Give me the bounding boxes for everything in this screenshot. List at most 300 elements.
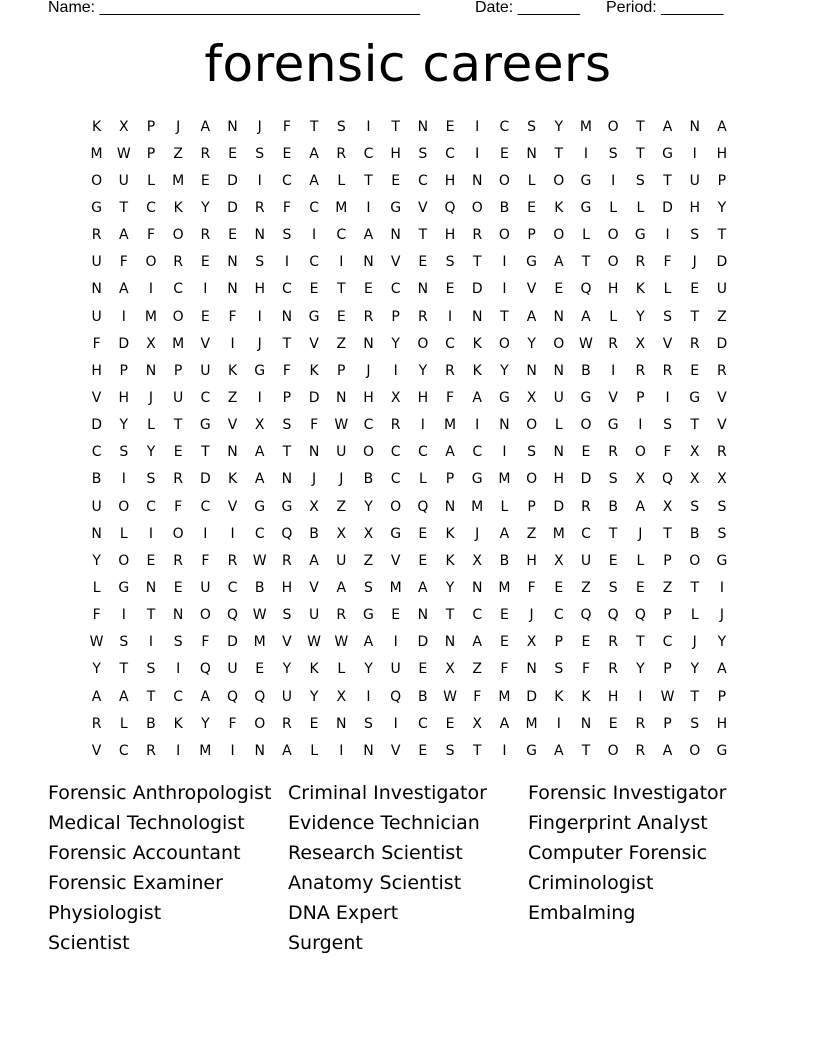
grid-letter[interactable]: F bbox=[174, 498, 183, 515]
grid-letter[interactable]: A bbox=[118, 227, 129, 244]
grid-letter[interactable]: R bbox=[608, 444, 619, 461]
grid-letter[interactable]: E bbox=[309, 715, 319, 732]
grid-letter[interactable]: N bbox=[471, 579, 483, 596]
grid-letter[interactable]: U bbox=[281, 688, 293, 705]
grid-letter[interactable]: E bbox=[391, 172, 401, 189]
grid-letter[interactable]: T bbox=[554, 145, 564, 162]
grid-letter[interactable]: K bbox=[581, 688, 591, 705]
grid-letter[interactable]: N bbox=[471, 308, 483, 325]
grid-letter[interactable]: U bbox=[118, 172, 129, 189]
grid-letter[interactable]: N bbox=[689, 118, 700, 135]
grid-letter[interactable]: R bbox=[173, 254, 184, 271]
grid-letter[interactable]: N bbox=[553, 444, 565, 461]
grid-letter[interactable]: G bbox=[308, 308, 320, 325]
grid-letter[interactable]: I bbox=[502, 444, 507, 461]
grid-letter[interactable]: X bbox=[526, 389, 537, 406]
grid-letter[interactable]: X bbox=[118, 118, 129, 135]
grid-letter[interactable]: N bbox=[145, 362, 157, 379]
grid-letter[interactable]: G bbox=[580, 172, 592, 189]
grid-letter[interactable]: I bbox=[447, 308, 453, 325]
grid-letter[interactable]: O bbox=[498, 172, 510, 189]
grid-letter[interactable]: I bbox=[366, 118, 371, 135]
grid-letter[interactable]: R bbox=[200, 145, 211, 162]
grid-letter[interactable]: C bbox=[146, 199, 156, 216]
grid-letter[interactable]: D bbox=[91, 417, 102, 434]
grid-letter[interactable]: K bbox=[92, 118, 102, 135]
grid-letter[interactable]: K bbox=[227, 362, 238, 379]
grid-letter[interactable]: H bbox=[716, 145, 728, 162]
grid-letter[interactable]: I bbox=[284, 254, 289, 271]
grid-letter[interactable]: F bbox=[228, 715, 237, 732]
grid-letter[interactable]: A bbox=[662, 742, 673, 759]
grid-letter[interactable]: G bbox=[471, 471, 483, 488]
grid-letter[interactable]: I bbox=[611, 172, 616, 189]
grid-letter[interactable]: F bbox=[473, 688, 482, 705]
grid-letter[interactable]: Q bbox=[607, 607, 619, 624]
grid-letter[interactable]: C bbox=[309, 199, 319, 216]
grid-letter[interactable]: B bbox=[689, 525, 700, 542]
grid-letter[interactable]: Z bbox=[581, 579, 591, 596]
grid-letter[interactable]: G bbox=[390, 199, 402, 216]
grid-letter[interactable]: V bbox=[717, 417, 727, 434]
grid-letter[interactable]: U bbox=[91, 254, 102, 271]
grid-letter[interactable]: N bbox=[91, 281, 102, 298]
grid-letter[interactable]: C bbox=[390, 471, 401, 488]
grid-letter[interactable]: O bbox=[145, 254, 157, 271]
grid-letter[interactable]: U bbox=[336, 444, 347, 461]
date-field[interactable]: Date: _______ bbox=[475, 0, 580, 16]
grid-letter[interactable]: V bbox=[717, 389, 727, 406]
grid-letter[interactable]: J bbox=[176, 118, 181, 135]
grid-letter[interactable]: F bbox=[282, 199, 291, 216]
grid-letter[interactable]: Y bbox=[527, 335, 536, 352]
grid-letter[interactable]: G bbox=[526, 742, 538, 759]
grid-letter[interactable]: Y bbox=[636, 661, 645, 678]
grid-letter[interactable]: T bbox=[690, 417, 699, 434]
grid-letter[interactable]: N bbox=[363, 742, 374, 759]
grid-letter[interactable]: G bbox=[580, 389, 592, 406]
grid-letter[interactable]: N bbox=[254, 227, 265, 244]
grid-letter[interactable]: E bbox=[690, 362, 700, 379]
grid-letter[interactable]: H bbox=[526, 552, 537, 569]
grid-letter[interactable]: V bbox=[390, 552, 401, 569]
grid-letter[interactable]: E bbox=[418, 254, 428, 271]
grid-letter[interactable]: R bbox=[363, 308, 374, 325]
grid-letter[interactable]: I bbox=[176, 661, 181, 678]
grid-letter[interactable]: K bbox=[173, 199, 183, 216]
grid-letter[interactable]: S bbox=[282, 227, 292, 244]
grid-letter[interactable]: C bbox=[200, 498, 211, 515]
grid-letter[interactable]: P bbox=[663, 607, 672, 624]
grid-letter[interactable]: N bbox=[499, 417, 510, 434]
grid-letter[interactable]: Q bbox=[390, 688, 402, 705]
grid-letter[interactable]: N bbox=[281, 471, 293, 488]
grid-letter[interactable]: I bbox=[176, 742, 181, 759]
grid-letter[interactable]: C bbox=[499, 118, 510, 135]
grid-letter[interactable]: K bbox=[472, 362, 482, 379]
grid-letter[interactable]: D bbox=[580, 471, 592, 488]
grid-letter[interactable]: I bbox=[257, 308, 262, 325]
grid-letter[interactable]: G bbox=[91, 199, 103, 216]
grid-letter[interactable]: D bbox=[417, 634, 429, 651]
grid-letter[interactable]: Z bbox=[717, 308, 727, 325]
grid-letter[interactable]: X bbox=[472, 552, 483, 569]
grid-letter[interactable]: T bbox=[282, 335, 292, 352]
grid-letter[interactable]: Q bbox=[417, 498, 429, 515]
grid-letter[interactable]: M bbox=[471, 498, 484, 515]
grid-letter[interactable]: A bbox=[499, 715, 510, 732]
grid-letter[interactable]: U bbox=[227, 661, 238, 678]
grid-letter[interactable]: M bbox=[253, 634, 266, 651]
grid-letter[interactable]: E bbox=[445, 118, 455, 135]
grid-letter[interactable]: N bbox=[145, 579, 157, 596]
grid-letter[interactable]: C bbox=[336, 227, 347, 244]
grid-letter[interactable]: L bbox=[554, 417, 563, 434]
grid-letter[interactable]: O bbox=[118, 552, 130, 569]
grid-letter[interactable]: P bbox=[445, 471, 455, 488]
grid-letter[interactable]: E bbox=[418, 552, 428, 569]
grid-letter[interactable]: N bbox=[227, 444, 238, 461]
grid-letter[interactable]: I bbox=[257, 172, 262, 189]
grid-letter[interactable]: M bbox=[498, 471, 511, 488]
grid-letter[interactable]: M bbox=[199, 742, 212, 759]
grid-letter[interactable]: V bbox=[282, 634, 292, 651]
grid-letter[interactable]: S bbox=[364, 715, 373, 732]
grid-letter[interactable]: F bbox=[201, 634, 210, 651]
grid-letter[interactable]: W bbox=[116, 145, 131, 162]
grid-letter[interactable]: S bbox=[527, 118, 537, 135]
grid-letter[interactable]: I bbox=[583, 145, 589, 162]
grid-letter[interactable]: S bbox=[717, 525, 727, 542]
grid-letter[interactable]: F bbox=[663, 254, 672, 271]
grid-letter[interactable]: U bbox=[689, 172, 700, 189]
grid-letter[interactable]: R bbox=[417, 308, 428, 325]
grid-letter[interactable]: A bbox=[363, 227, 374, 244]
grid-letter[interactable]: M bbox=[172, 172, 185, 189]
grid-letter[interactable]: Y bbox=[391, 335, 400, 352]
grid-letter[interactable]: S bbox=[146, 471, 156, 488]
grid-letter[interactable]: S bbox=[717, 498, 727, 515]
grid-letter[interactable]: I bbox=[475, 118, 480, 135]
grid-letter[interactable]: P bbox=[146, 118, 156, 135]
grid-letter[interactable]: R bbox=[689, 335, 700, 352]
grid-letter[interactable]: I bbox=[203, 281, 208, 298]
grid-letter[interactable]: O bbox=[526, 471, 538, 488]
grid-letter[interactable]: N bbox=[227, 118, 238, 135]
grid-letter[interactable]: Z bbox=[472, 661, 483, 678]
grid-letter[interactable]: S bbox=[635, 172, 645, 189]
grid-letter[interactable]: I bbox=[257, 389, 262, 406]
grid-letter[interactable]: E bbox=[228, 145, 237, 162]
grid-letter[interactable]: E bbox=[499, 634, 509, 651]
grid-letter[interactable]: W bbox=[443, 688, 457, 705]
grid-letter[interactable]: L bbox=[147, 172, 155, 189]
grid-letter[interactable]: G bbox=[607, 417, 619, 434]
grid-letter[interactable]: N bbox=[553, 308, 565, 325]
grid-letter[interactable]: J bbox=[312, 471, 317, 488]
grid-letter[interactable]: P bbox=[173, 362, 183, 379]
grid-letter[interactable]: D bbox=[716, 335, 728, 352]
grid-letter[interactable]: I bbox=[393, 715, 398, 732]
grid-letter[interactable]: H bbox=[363, 389, 374, 406]
grid-letter[interactable]: I bbox=[121, 471, 126, 488]
grid-letter[interactable]: T bbox=[663, 172, 672, 189]
grid-letter[interactable]: R bbox=[635, 362, 646, 379]
grid-letter[interactable]: W bbox=[660, 688, 675, 705]
grid-letter[interactable]: I bbox=[366, 688, 371, 705]
grid-letter[interactable]: G bbox=[716, 742, 728, 759]
grid-letter[interactable]: N bbox=[580, 715, 592, 732]
grid-letter[interactable]: T bbox=[364, 172, 373, 189]
grid-letter[interactable]: Y bbox=[309, 688, 319, 705]
grid-letter[interactable]: E bbox=[690, 281, 700, 298]
grid-letter[interactable]: S bbox=[445, 742, 455, 759]
grid-letter[interactable]: H bbox=[607, 281, 619, 298]
grid-letter[interactable]: X bbox=[526, 634, 537, 651]
grid-letter[interactable]: I bbox=[638, 688, 643, 705]
grid-letter[interactable]: Z bbox=[363, 552, 374, 569]
grid-letter[interactable]: L bbox=[690, 607, 699, 624]
grid-letter[interactable]: O bbox=[553, 172, 565, 189]
grid-letter[interactable]: F bbox=[500, 661, 509, 678]
grid-letter[interactable]: E bbox=[173, 579, 183, 596]
grid-letter[interactable]: V bbox=[227, 417, 238, 434]
grid-letter[interactable]: T bbox=[581, 254, 591, 271]
grid-letter[interactable]: J bbox=[339, 471, 344, 488]
grid-letter[interactable]: I bbox=[312, 227, 317, 244]
grid-letter[interactable]: P bbox=[146, 145, 156, 162]
grid-letter[interactable]: E bbox=[336, 308, 346, 325]
grid-letter[interactable]: W bbox=[89, 634, 104, 651]
grid-letter[interactable]: X bbox=[254, 417, 265, 434]
grid-letter[interactable]: I bbox=[556, 715, 561, 732]
grid-letter[interactable]: K bbox=[173, 715, 183, 732]
grid-letter[interactable]: Z bbox=[526, 525, 537, 542]
grid-letter[interactable]: N bbox=[363, 335, 374, 352]
grid-letter[interactable]: L bbox=[92, 579, 101, 596]
grid-letter[interactable]: B bbox=[499, 199, 510, 216]
grid-letter[interactable]: D bbox=[118, 335, 130, 352]
grid-letter[interactable]: X bbox=[445, 661, 455, 678]
grid-letter[interactable]: K bbox=[309, 661, 319, 678]
name-field[interactable]: Name: ____________________________________ bbox=[48, 0, 420, 16]
grid-letter[interactable]: B bbox=[146, 715, 156, 732]
grid-letter[interactable]: R bbox=[717, 444, 727, 461]
grid-letter[interactable]: I bbox=[230, 742, 235, 759]
grid-letter[interactable]: T bbox=[472, 742, 482, 759]
grid-letter[interactable]: T bbox=[581, 742, 591, 759]
grid-letter[interactable]: Y bbox=[554, 118, 564, 135]
grid-letter[interactable]: R bbox=[173, 552, 184, 569]
grid-letter[interactable]: V bbox=[526, 281, 537, 298]
grid-letter[interactable]: C bbox=[472, 607, 483, 624]
grid-letter[interactable]: T bbox=[337, 281, 346, 298]
grid-letter[interactable]: O bbox=[390, 498, 402, 515]
grid-letter[interactable]: A bbox=[635, 498, 646, 515]
grid-letter[interactable]: X bbox=[717, 471, 727, 488]
grid-letter[interactable]: S bbox=[663, 308, 672, 325]
grid-letter[interactable]: B bbox=[309, 525, 319, 542]
grid-letter[interactable]: S bbox=[690, 715, 700, 732]
grid-letter[interactable]: R bbox=[91, 227, 102, 244]
grid-letter[interactable]: Z bbox=[173, 145, 183, 162]
grid-letter[interactable]: Y bbox=[119, 417, 129, 434]
grid-letter[interactable]: U bbox=[580, 552, 592, 569]
grid-letter[interactable]: V bbox=[200, 335, 211, 352]
grid-letter[interactable]: B bbox=[91, 471, 102, 488]
grid-letter[interactable]: C bbox=[553, 607, 564, 624]
grid-letter[interactable]: R bbox=[608, 661, 619, 678]
grid-letter[interactable]: N bbox=[336, 389, 347, 406]
grid-letter[interactable]: E bbox=[581, 634, 591, 651]
grid-letter[interactable]: E bbox=[608, 552, 618, 569]
grid-letter[interactable]: S bbox=[255, 145, 265, 162]
grid-letter[interactable]: F bbox=[581, 661, 590, 678]
grid-letter[interactable]: D bbox=[662, 199, 673, 216]
grid-letter[interactable]: M bbox=[90, 145, 103, 162]
grid-letter[interactable]: O bbox=[91, 172, 103, 189]
grid-letter[interactable]: I bbox=[393, 634, 398, 651]
grid-letter[interactable]: L bbox=[636, 552, 645, 569]
grid-letter[interactable]: R bbox=[635, 742, 646, 759]
grid-letter[interactable]: O bbox=[580, 417, 592, 434]
grid-letter[interactable]: B bbox=[363, 471, 374, 488]
grid-letter[interactable]: Z bbox=[662, 579, 673, 596]
grid-letter[interactable]: S bbox=[282, 607, 292, 624]
grid-letter[interactable]: N bbox=[390, 227, 401, 244]
grid-letter[interactable]: T bbox=[636, 634, 645, 651]
grid-letter[interactable]: R bbox=[336, 607, 347, 624]
grid-letter[interactable]: N bbox=[281, 308, 293, 325]
grid-letter[interactable]: S bbox=[418, 145, 428, 162]
grid-letter[interactable]: B bbox=[608, 498, 618, 515]
grid-letter[interactable]: A bbox=[662, 118, 673, 135]
grid-letter[interactable]: U bbox=[336, 552, 347, 569]
grid-letter[interactable]: S bbox=[527, 444, 537, 461]
grid-letter[interactable]: G bbox=[498, 389, 510, 406]
grid-letter[interactable]: T bbox=[282, 444, 292, 461]
grid-letter[interactable]: R bbox=[635, 254, 646, 271]
grid-letter[interactable]: E bbox=[527, 199, 537, 216]
grid-letter[interactable]: C bbox=[200, 389, 211, 406]
grid-letter[interactable]: U bbox=[91, 308, 102, 325]
grid-letter[interactable]: K bbox=[445, 552, 455, 569]
grid-letter[interactable]: D bbox=[471, 281, 483, 298]
grid-letter[interactable]: S bbox=[146, 661, 156, 678]
grid-letter[interactable]: E bbox=[228, 227, 237, 244]
grid-letter[interactable]: G bbox=[526, 254, 538, 271]
grid-letter[interactable]: A bbox=[118, 688, 129, 705]
grid-letter[interactable]: U bbox=[200, 579, 211, 596]
grid-letter[interactable]: T bbox=[173, 417, 183, 434]
grid-letter[interactable]: O bbox=[689, 742, 701, 759]
grid-letter[interactable]: T bbox=[690, 308, 699, 325]
grid-letter[interactable]: R bbox=[581, 498, 591, 515]
grid-letter[interactable]: F bbox=[527, 579, 536, 596]
grid-letter[interactable]: C bbox=[309, 254, 319, 271]
grid-letter[interactable]: T bbox=[690, 688, 699, 705]
grid-letter[interactable]: O bbox=[526, 417, 538, 434]
grid-letter[interactable]: N bbox=[444, 498, 456, 515]
grid-letter[interactable]: J bbox=[638, 525, 643, 542]
grid-letter[interactable]: G bbox=[281, 498, 293, 515]
grid-letter[interactable]: S bbox=[608, 579, 618, 596]
grid-letter[interactable]: N bbox=[417, 281, 429, 298]
grid-letter[interactable]: Q bbox=[444, 199, 456, 216]
grid-letter[interactable]: I bbox=[339, 742, 344, 759]
grid-letter[interactable]: P bbox=[282, 389, 292, 406]
grid-letter[interactable]: I bbox=[393, 362, 398, 379]
grid-letter[interactable]: P bbox=[554, 634, 563, 651]
grid-letter[interactable]: Y bbox=[146, 444, 156, 461]
grid-letter[interactable]: I bbox=[203, 525, 208, 542]
grid-letter[interactable]: C bbox=[662, 634, 673, 651]
grid-letter[interactable]: T bbox=[201, 444, 210, 461]
grid-letter[interactable]: M bbox=[552, 525, 565, 542]
grid-letter[interactable]: L bbox=[119, 715, 128, 732]
grid-letter[interactable]: V bbox=[390, 742, 401, 759]
grid-letter[interactable]: M bbox=[443, 417, 457, 434]
grid-letter[interactable]: Y bbox=[92, 661, 101, 678]
grid-letter[interactable]: R bbox=[200, 227, 211, 244]
grid-letter[interactable]: E bbox=[255, 661, 265, 678]
grid-letter[interactable]: J bbox=[692, 254, 697, 271]
grid-letter[interactable]: E bbox=[418, 525, 428, 542]
grid-letter[interactable]: O bbox=[498, 227, 510, 244]
grid-letter[interactable]: O bbox=[553, 335, 565, 352]
grid-letter[interactable]: R bbox=[662, 362, 673, 379]
grid-letter[interactable]: R bbox=[336, 145, 347, 162]
grid-letter[interactable]: I bbox=[665, 227, 670, 244]
grid-letter[interactable]: I bbox=[665, 389, 670, 406]
grid-letter[interactable]: A bbox=[118, 281, 129, 298]
grid-letter[interactable]: N bbox=[91, 525, 102, 542]
grid-letter[interactable]: S bbox=[173, 634, 183, 651]
grid-letter[interactable]: M bbox=[498, 579, 511, 596]
grid-letter[interactable]: O bbox=[607, 227, 619, 244]
grid-letter[interactable]: D bbox=[199, 471, 211, 488]
grid-letter[interactable]: T bbox=[391, 118, 400, 135]
grid-letter[interactable]: C bbox=[390, 281, 401, 298]
grid-letter[interactable]: X bbox=[336, 688, 347, 705]
grid-letter[interactable]: Y bbox=[500, 362, 509, 379]
grid-letter[interactable]: C bbox=[390, 444, 401, 461]
grid-letter[interactable]: O bbox=[634, 444, 646, 461]
grid-letter[interactable]: L bbox=[663, 281, 672, 298]
grid-letter[interactable]: A bbox=[581, 308, 591, 325]
grid-letter[interactable]: F bbox=[146, 227, 155, 244]
grid-letter[interactable]: M bbox=[498, 688, 511, 705]
grid-letter[interactable]: I bbox=[121, 308, 126, 325]
grid-letter[interactable]: D bbox=[308, 389, 320, 406]
grid-letter[interactable]: F bbox=[446, 389, 455, 406]
grid-letter[interactable]: I bbox=[148, 634, 154, 651]
grid-letter[interactable]: G bbox=[689, 389, 701, 406]
grid-letter[interactable]: T bbox=[472, 254, 482, 271]
grid-letter[interactable]: W bbox=[252, 607, 267, 624]
grid-letter[interactable]: I bbox=[611, 362, 616, 379]
grid-letter[interactable]: C bbox=[581, 525, 591, 542]
grid-letter[interactable]: H bbox=[254, 281, 265, 298]
grid-letter[interactable]: Y bbox=[364, 498, 373, 515]
grid-letter[interactable]: F bbox=[119, 254, 128, 271]
grid-letter[interactable]: A bbox=[499, 525, 510, 542]
grid-letter[interactable]: A bbox=[200, 118, 211, 135]
grid-letter[interactable]: E bbox=[282, 145, 292, 162]
grid-letter[interactable]: E bbox=[200, 254, 210, 271]
grid-letter[interactable]: X bbox=[635, 471, 646, 488]
grid-letter[interactable]: I bbox=[230, 525, 235, 542]
